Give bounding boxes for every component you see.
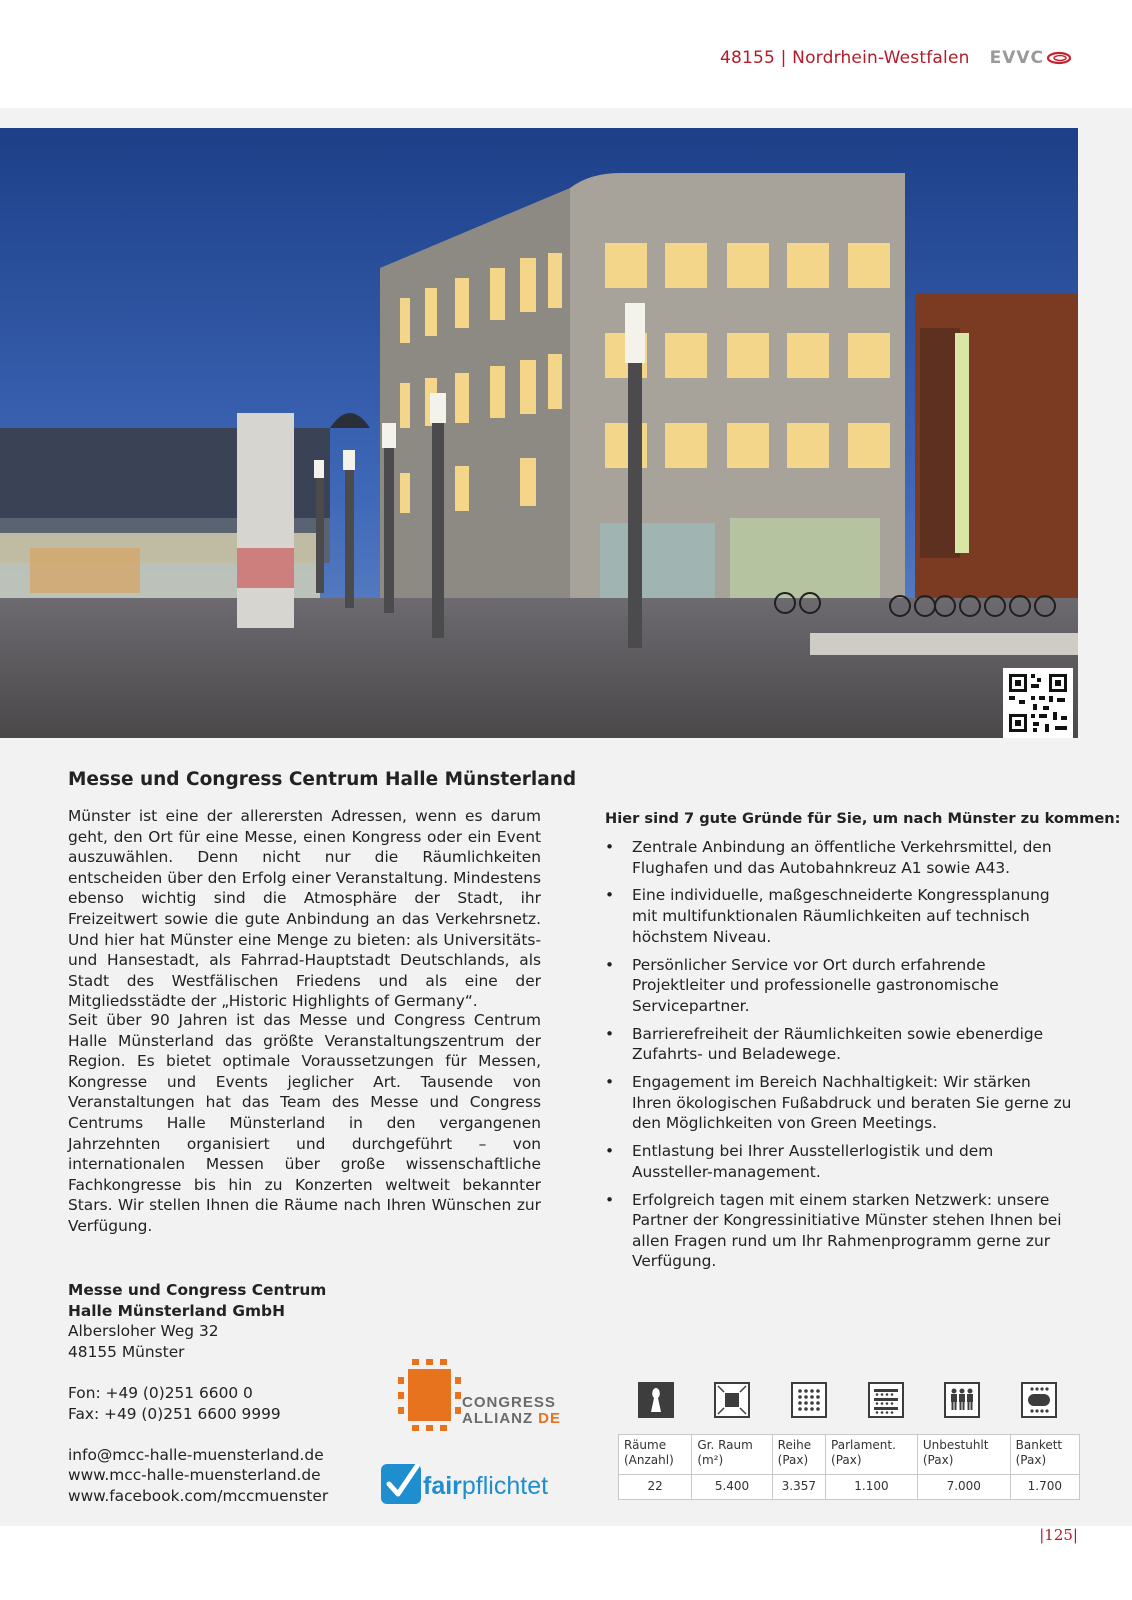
capacity-table [618,1434,1080,1500]
qr-code[interactable] [1003,668,1073,738]
reason-item: • Barrierefreiheit der Räumlichkeiten sowie ebenerdige Zufahrts- und Beladewege. [605,1024,1075,1065]
reason-item: • Entlastung bei Ihrer Ausstellerlogistik und dem Aussteller-management. [605,1141,1075,1182]
street-address: Albersloher Weg 32 [68,1322,219,1341]
value-cell: 1.700 [1010,1475,1079,1500]
rooms-icon [638,1382,674,1418]
page-header [720,48,1072,68]
phone-number: Fon: +49 (0)251 6600 0 [68,1383,253,1402]
capacity-value-row [619,1475,1080,1500]
company-name: Messe und Congress Centrum [68,1281,327,1299]
fairpflichtet-text [423,1472,548,1500]
header-cell: Bankett (Pax) [1010,1435,1079,1475]
header-cell: Räume (Anzahl) [619,1435,692,1475]
city-address: 48155 Münster [68,1342,185,1361]
header-cell: Reihe (Pax) [772,1435,825,1475]
banquet-icon [1021,1382,1057,1418]
row-seating-icon [791,1382,827,1418]
contact-block [68,1280,328,1507]
evvc-swoosh-icon [1046,51,1072,65]
article-title: Messe und Congress Centrum Halle Münsterland [68,769,577,790]
room-size-icon [714,1382,750,1418]
reasons-list [605,837,1075,1279]
value-cell: 22 [619,1475,692,1500]
header-cell: Unbestuhlt (Pax) [917,1435,1010,1475]
value-cell: 1.100 [826,1475,918,1500]
reason-item: • Erfolgreich tagen mit einem starken Netzwerk: unsere Partner der Kongressinitiative Münster stehen Ihnen bei allen Fragen rund um Ihr Rahmenprogramm gerne zur Verfügung. [605,1190,1075,1272]
allianz-de: DE [538,1410,561,1427]
allianz-text [462,1410,561,1427]
hero-photo [0,128,1078,738]
facebook-link[interactable]: www.facebook.com/mccmuenster [68,1486,329,1505]
evvc-logo-text: EVVC [989,48,1044,68]
value-cell: 5.400 [692,1475,772,1500]
fax-number: Fax: +49 (0)251 6600 9999 [68,1404,281,1423]
reason-item: • Engagement im Bereich Nachhaltigkeit: Wir stärken Ihren ökologischen Fußabdruck und beraten Sie gerne zu den Möglichkeiten von Green Meetings. [605,1072,1075,1134]
header-cell: Gr. Raum (m²) [692,1435,772,1475]
reason-item: • Eine individuelle, maßgeschneiderte Kongressplanung mit multifunktionalen Räumlichkeiten auf technisch höchstem Niveau. [605,885,1075,947]
value-cell: 3.357 [772,1475,825,1500]
capacity-icons [618,1382,1078,1422]
email-link[interactable]: info@mcc-halle-muensterland.de [68,1445,324,1464]
website-link[interactable]: www.mcc-halle-muensterland.de [68,1466,321,1485]
header-cell: Parlament. (Pax) [826,1435,918,1475]
company-name-2: Halle Münsterland GmbH [68,1301,285,1320]
pflichtet-word: pflichtet [461,1472,549,1500]
building-illustration [0,128,1078,738]
reason-item: • Persönlicher Service vor Ort durch erfahrende Projektleiter und professionelle gastronomische Servicepartner. [605,955,1075,1017]
evvc-logo [990,48,1072,68]
fairpflichtet-logo [381,1460,549,1506]
history-paragraph: Seit über 90 Jahren ist das Messe und Congress Centrum Halle Münsterland das größte Veranstaltungszentrum der Region. Es bietet optimale Voraussetzungen für Messen, Kongresse und Events jeglicher Art. Tausende von Veranstaltungen hat das Team des Messe und Congress Centrums Halle Münsterland in den vergangenen Jahrzehnten organisiert und durchgeführt – von internationalen Messen über große wissenschaftliche Fachkongresse bis hin zu Konzerten weltweit bekannter Stars. Wir stellen Ihnen die Räume nach Ihren Wünschen zur Verfügung. [68,1011,541,1235]
fair-word: fair [423,1472,462,1500]
congress-allianz-logo [398,1359,561,1431]
reasons-heading: Hier sind 7 gute Gründe für Sie, um nach Münster zu kommen: [605,810,1121,827]
region-label: 48155 | Nordrhein-Westfalen [719,48,970,68]
reason-item: • Zentrale Anbindung an öffentliche Verkehrsmittel, den Flughafen und das Autobahnkreuz A1 sowie A43. [605,837,1075,878]
intro-paragraph: Münster ist eine der allerersten Adressen, wenn es darum geht, den Ort für eine Messe, einen Kongress oder ein Event auszuwählen. Denn nicht nur die Räumlichkeiten entscheiden über den Erfolg einer Veranstaltung. Mindestens ebenso wichtig sind die Atmosphäre der Stadt, ihr Freizeitwert sowie die gute Anbindung an das Verkehrsnetz. Und hier hat Münster eine Menge zu bieten: als Universitäts- und Hansestadt, als Fahrrad-Hauptstadt Deutschlands, als Stadt des Westfälischen Friedens und als eine der Mitgliedsstädte der „Historic Highlights of Germany“. [68,807,541,1011]
congress-text: CONGRESS [462,1394,556,1411]
page-number: |125| [1039,1526,1078,1544]
standing-icon [944,1382,980,1418]
parliament-seating-icon [868,1382,904,1418]
allianz-word: ALLIANZ [462,1410,534,1427]
value-cell: 7.000 [917,1475,1010,1500]
capacity-header-row [619,1435,1080,1475]
